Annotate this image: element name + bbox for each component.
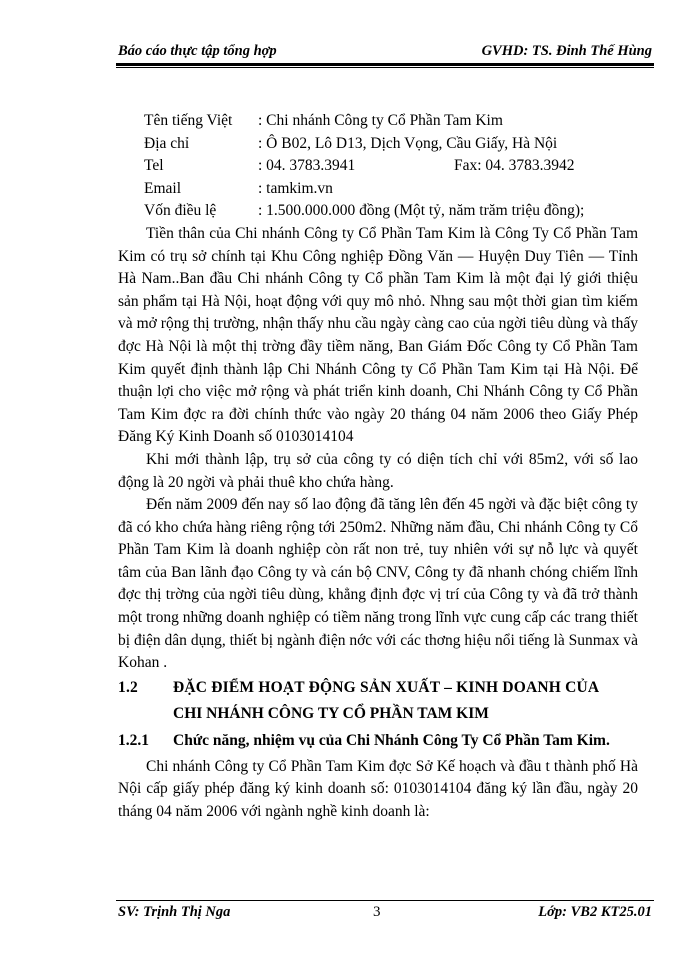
section-title-line1: ĐẶC ĐIỂM HOẠT ĐỘNG SẢN XUẤT – KINH DOANH CỦA: [173, 678, 600, 696]
info-label: Tel: [144, 157, 164, 175]
paragraph-founding: Khi mới thành lập, trụ sở của công ty có diện tích chỉ với 85m2, với số lao động là 20 ngời và phải thuê kho chứa hàng.: [118, 450, 638, 491]
paragraph-history: Tiền thân của Chi nhánh Công ty Cổ Phần Tam Kim là Công Ty Cổ Phần Tam Kim có trụ sở chính tại Khu Công nghiệp Đồng Văn — Huyện Duy Tiên — Tỉnh Hà Nam..Ban đầu Chi nhánh Công ty Cổ phần Tam Kim là một đại lý giới thiệu sản phẩm tại Hà Nội, hoạt động với quy mô nhỏ. Nhng sau một thời gian tìm kiếm và mở rộng thị trường, nhận thấy nhu cầu ngày càng cao của ngời tiêu dùng và thấy đợc Hà Nội là một thị trờng đầy tiềm năng, Ban Giám Đốc Công ty Cổ Phần Tam Kim quyết định thành lập Chi Nhánh Công ty Cổ Phần Tam Kim tại Hà Nội. Để thuận lợi cho việc mở rộng và phát triển kinh doanh, Chi Nhánh Công ty Cổ Phần Tam Kim đợc ra đời chính thức vào ngày 20 tháng 04 năm 2006 theo Giấy Phép Đăng Ký Kinh Doanh số 0103014104: [118, 224, 638, 446]
info-label: Email: [144, 179, 182, 197]
section-heading-1-2-1: [118, 730, 638, 753]
info-value: : 1.500.000.000 đồng (Một tỷ, năm trăm triệu đồng);: [258, 202, 585, 220]
section-number: 1.2.1: [118, 732, 149, 750]
info-value: : 04. 3783.3941: [258, 157, 356, 175]
info-row-capital: [118, 200, 638, 223]
footer-class: Lớp: VB2 KT25.01: [538, 904, 652, 920]
header-rule: [116, 63, 654, 66]
info-label: Địa chỉ: [144, 134, 190, 152]
info-value: : Chi nhánh Công ty Cổ Phần Tam Kim: [258, 112, 503, 129]
page-body: [118, 110, 638, 823]
info-label: Vốn điều lệ: [144, 202, 217, 220]
info-value: : Ô B02, Lô D13, Dịch Vọng, Cầu Giấy, Hà Nội: [258, 134, 558, 152]
paragraph-license: Chi nhánh Công ty Cổ Phần Tam Kim đợc Sở Kế hoạch và đầu t thành phố Hà Nội cấp giấy phép đăng ký kinh doanh số: 0103014104 đăng ký lần đầu, ngày 20 tháng 04 năm 2006 với ngành nghề kinh doanh là:: [118, 757, 638, 820]
section-heading-1-2-cont: [118, 703, 638, 726]
header-left: Báo cáo thực tập tổng hợp: [118, 43, 277, 59]
paragraph-growth: Đến năm 2009 đến nay số lao động đã tăng lên đến 45 ngời và đặc biệt công ty đã có kho chứa hàng riêng rộng tới 250m2. Những năm đầu, Chi nhánh Công ty Cổ Phần Tam Kim là doanh nghiệp còn rất non trẻ, tuy nhiên với sự nỗ lực và quyết tâm của Ban lãnh đạo Công ty và cán bộ CNV, Công ty đã nhanh chóng chiếm lĩnh đợc thị trờng của ngời tiêu dùng, khẳng định đợc vị trí của Công ty và đã trở thành một trong những doanh nghiệp có tiềm năng trong lĩnh vực cung cấp các trang thiết bị điện dân dụng, thiết bị ngành điện nớc với các thơng hiệu nổi tiếng là Sunmax và Kohan .: [118, 496, 638, 672]
header-right: GVHD: TS. Đinh Thế Hùng: [481, 43, 652, 59]
info-fax: Fax: 04. 3783.3942: [454, 157, 575, 175]
section-heading-1-2: [118, 677, 638, 700]
section-title-line2: CHI NHÁNH CÔNG TY CỔ PHẦN TAM KIM: [173, 705, 489, 723]
info-row-tel: [118, 155, 638, 178]
footer-rule: [116, 900, 654, 901]
info-row-address: [118, 133, 638, 156]
info-row-name: [118, 110, 638, 133]
info-row-email: [118, 178, 638, 201]
page-number: 3: [373, 904, 381, 920]
info-label: Tên tiếng Việt: [144, 112, 233, 129]
header-rule-thin: [116, 67, 654, 68]
info-value: : tamkim.vn: [258, 179, 333, 197]
section-title: Chức năng, nhiệm vụ của Chi Nhánh Công Ty Cổ Phần Tam Kim.: [173, 732, 610, 750]
footer-student: SV: Trịnh Thị Nga: [118, 904, 231, 920]
section-number: 1.2: [118, 678, 138, 696]
